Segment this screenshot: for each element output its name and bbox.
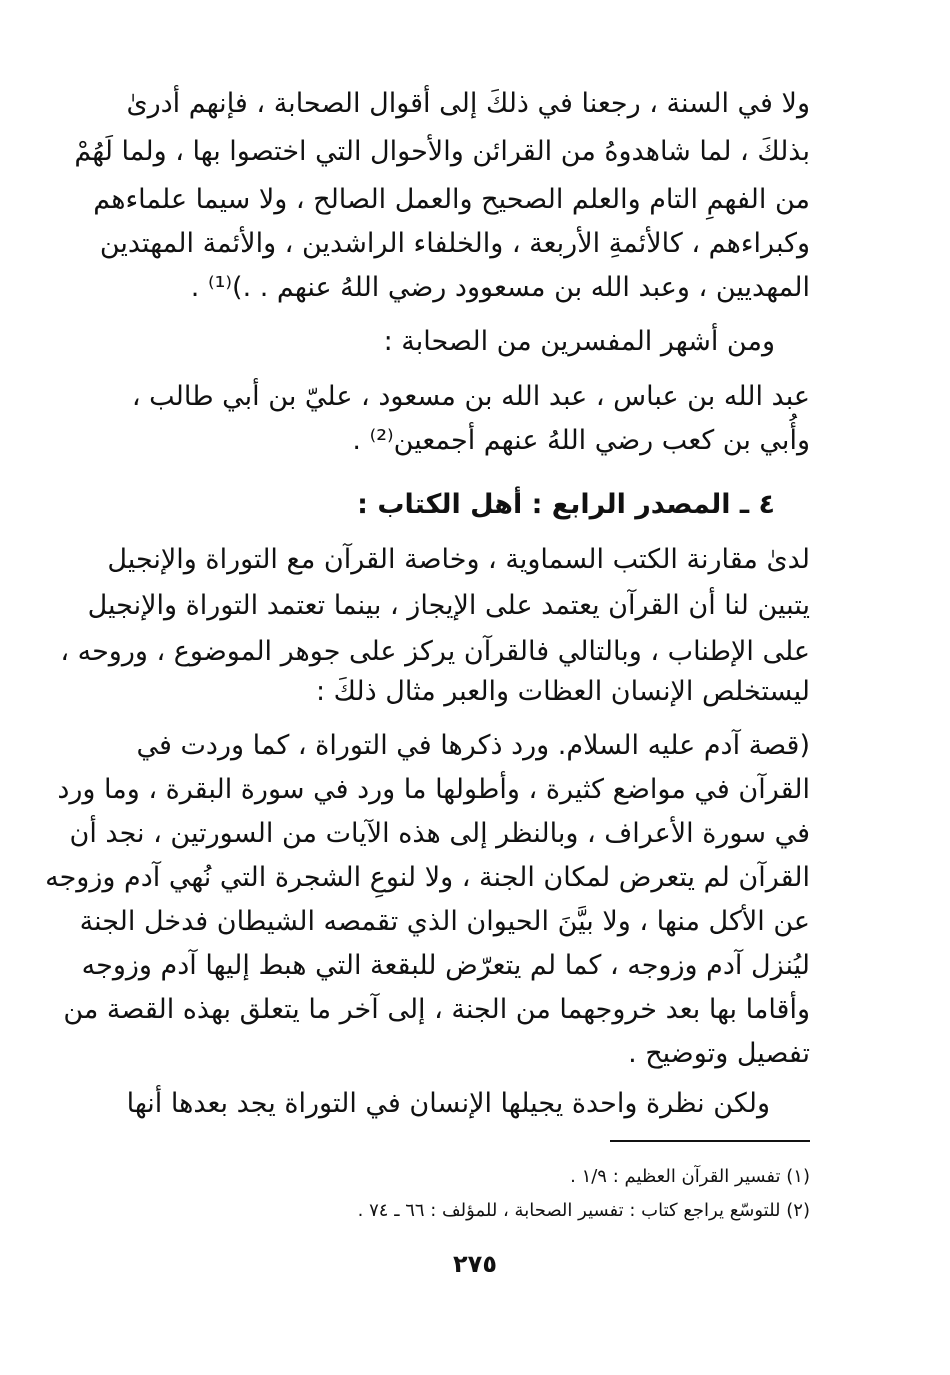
footnote-2: (٢) للتوسّع يراجع كتاب : تفسير الصحابة ، للمؤلف : ٦٦ ـ ٧٤ . — [357, 1200, 810, 1221]
body-line-14: (قصة آدم عليه السلام. ورد ذكرها في التوراة ، كما وردت في — [136, 730, 810, 761]
subheading-companions: ومن أشهر المفسرين من الصحابة : — [383, 326, 775, 357]
body-line-19: ليُنزل آدم وزوجه ، كما لم يتعرّض للبقعة التي هبط إليها آدم وزوجه — [81, 950, 810, 981]
footnote-1: (١) تفسير القرآن العظيم : ١/٩ . — [570, 1166, 810, 1187]
body-line-2: بذلكَ ، لما شاهدوهُ من القرائن والأحوال التي اختصوا بها ، ولما لَهُمْ — [74, 136, 810, 167]
body-line-13: ليستخلص الإنسان العظات والعبر مثال ذلكَ : — [315, 676, 810, 707]
body-line-1: ولا في السنة ، رجعنا في ذلكَ إلى أقوال الصحابة ، فإنهم أدرىٰ — [126, 88, 810, 119]
body-line-21: تفصيل وتوضيح . — [628, 1038, 810, 1069]
body-line-18: عن الأكل منها ، ولا بيَّنَ الحيوان الذي تقمصه الشيطان فدخل الجنة — [79, 906, 810, 937]
body-line-3: من الفهمِ التام والعلم الصحيح والعمل الصالح ، ولا سيما علماءهم — [93, 184, 810, 215]
page-number: ٢٧٥ — [453, 1250, 497, 1278]
body-line-20: وأقاما بها بعد خروجهما من الجنة ، إلى آخر ما يتعلق بهذه القصة من — [63, 994, 810, 1025]
body-line-15: القرآن في مواضع كثيرة ، وأطولها ما ورد في سورة البقرة ، وما ورد — [57, 774, 810, 805]
body-line-16: في سورة الأعراف ، وبالنظر إلى هذه الآيات من السورتين ، نجد أن — [69, 818, 810, 849]
body-line-11: يتبين لنا أن القرآن يعتمد على الإيجاز ، بينما تعتمد التوراة والإنجيل — [87, 590, 810, 621]
body-line-4: وكبراءهم ، كالأئمةِ الأربعة ، والخلفاء الراشدين ، والأئمة المهتدين — [99, 228, 810, 259]
body-line-8: وأُبي بن كعب رضي اللهُ عنهم أجمعين⁽²⁾ . — [352, 425, 810, 456]
body-line-12: على الإطناب ، وبالتالي فالقرآن يركز على جوهر الموضوع ، وروحه ، — [60, 636, 810, 667]
body-line-7: عبد الله بن عباس ، عبد الله بن مسعود ، عليّ بن أبي طالب ، — [131, 381, 810, 412]
body-line-17: القرآن لم يتعرض لمكان الجنة ، ولا لنوعِ الشجرة التي نُهي آدم وزوجه — [45, 862, 810, 893]
footnote-divider — [610, 1140, 810, 1142]
body-line-22: ولكن نظرة واحدة يجيلها الإنسان في التوراة يجد بعدها أنها — [126, 1088, 770, 1119]
body-line-5: المهديين ، وعبد الله بن مسعوود رضي اللهُ عنهم . .)⁽¹⁾ . — [190, 272, 810, 303]
section-heading: ٤ ـ المصدر الرابع : أهل الكتاب : — [357, 489, 775, 520]
body-line-10: لدىٰ مقارنة الكتب السماوية ، وخاصة القرآن مع التوراة والإنجيل — [107, 544, 810, 575]
